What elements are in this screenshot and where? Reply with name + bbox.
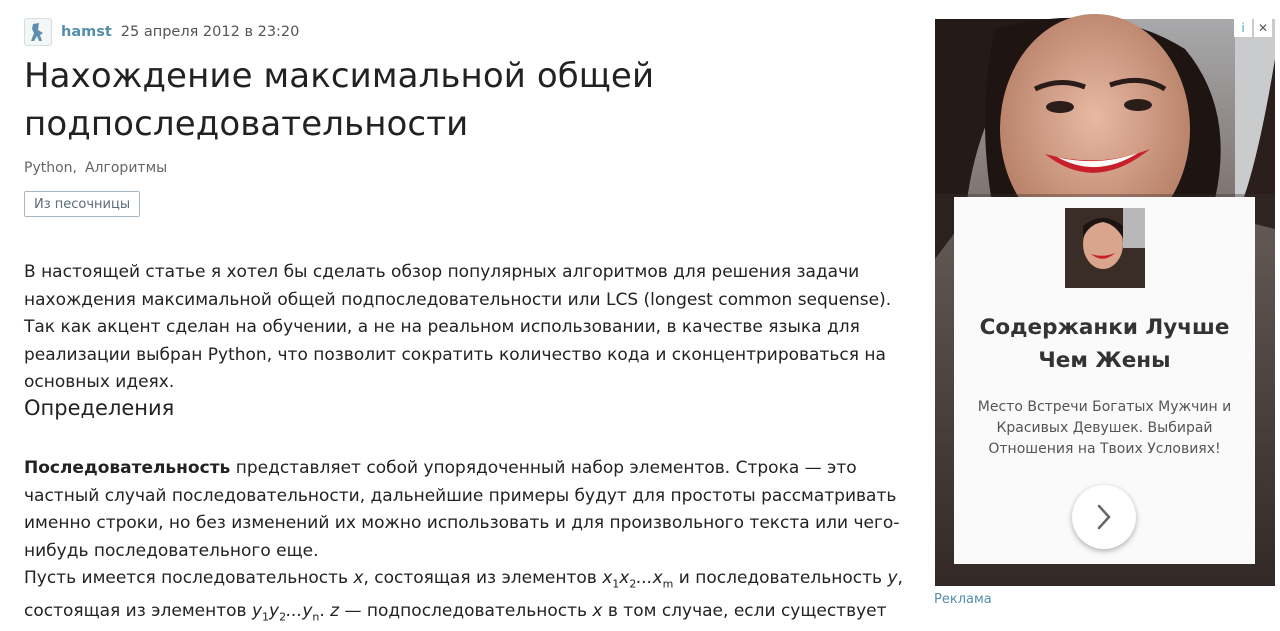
sub: n xyxy=(312,610,320,624)
var: y xyxy=(302,600,313,621)
ad-banner[interactable] xyxy=(935,19,1275,586)
sub: m xyxy=(662,577,674,591)
author-username[interactable]: hamst xyxy=(61,24,112,40)
seq-text: . xyxy=(319,600,331,621)
term-bold: Последовательность xyxy=(24,458,231,478)
sub: 2 xyxy=(629,577,637,591)
post-title: Нахождение максимальной общей подпоследовательности xyxy=(24,56,655,144)
intro-paragraph: В настоящей статье я хотел бы сделать обзор популярных алгоритмов для решения задачи нахождения максимальной общей подпоследовательности или LCS (longest common sequense). Так как акцент сделан на обучении, а не на реальном использовании, в качестве языка для реализации выбран Python, что позволит сократить количество кода и сконцентрироваться на основных идеях. xyxy=(24,262,892,392)
seq-text: Пусть имеется последовательность xyxy=(24,568,354,588)
var: x xyxy=(602,568,613,588)
hub-link-python[interactable]: Python, xyxy=(24,160,77,176)
ad-description: Место Встречи Богатых Мужчин и Красивых Девушек. Выбирай Отношения на Твоих Условиях! xyxy=(977,399,1232,457)
seq-text: в том случае, если существует xyxy=(602,600,887,621)
post-date: 25 апреля 2012 в 23:20 xyxy=(120,24,300,40)
sandbox-badge[interactable]: Из песочницы xyxy=(24,191,140,217)
seq-text: , состоящая из элементов xyxy=(363,568,603,588)
seq-text: , состоящая из элементов xyxy=(24,568,903,621)
var: ... xyxy=(636,568,653,588)
definition-paragraph xyxy=(24,455,914,631)
var: x xyxy=(652,568,663,588)
chevron-right-icon xyxy=(1095,503,1113,531)
sub: 2 xyxy=(279,610,287,624)
hub-list xyxy=(24,160,167,176)
ad-next-button[interactable] xyxy=(1072,485,1136,549)
ad-info-icon[interactable]: i xyxy=(1234,19,1252,37)
ad-controls xyxy=(1234,19,1272,37)
definition-text: представляет собой упорядоченный набор элементов. Строка — это частный случай последовательности, дальнейшие примеры будут для простоты рассматривать именно строки, но без изменений их можно использовать и для произвольного текста или чего-нибудь последовательного еще. xyxy=(24,458,900,561)
ad-headline[interactable]: Содержанки Лучше Чем Жены xyxy=(979,315,1230,373)
var: y xyxy=(887,568,898,588)
post-meta xyxy=(24,18,299,46)
seq-text: — подпоследовательность xyxy=(339,600,593,621)
ad-card[interactable] xyxy=(954,197,1255,564)
author-avatar[interactable] xyxy=(24,18,52,46)
var: x xyxy=(592,600,603,621)
sub: 1 xyxy=(262,610,270,624)
ad-thumbnail xyxy=(1065,208,1145,288)
seq-text: и последовательность xyxy=(673,568,888,588)
var: y xyxy=(251,600,263,621)
ad-close-icon[interactable]: ✕ xyxy=(1254,19,1272,37)
var: x xyxy=(619,568,630,588)
ad-label[interactable]: Реклама xyxy=(934,592,992,607)
section-heading: Определения xyxy=(24,396,175,420)
avatar-icon xyxy=(28,21,48,43)
sub: 1 xyxy=(612,577,620,591)
var: y xyxy=(269,600,280,621)
var: ... xyxy=(286,600,303,621)
ad-thumbnail-image xyxy=(1065,208,1145,288)
var: z xyxy=(330,600,340,621)
var: x xyxy=(353,568,364,588)
hub-link-algorithms[interactable]: Алгоритмы xyxy=(84,160,168,176)
